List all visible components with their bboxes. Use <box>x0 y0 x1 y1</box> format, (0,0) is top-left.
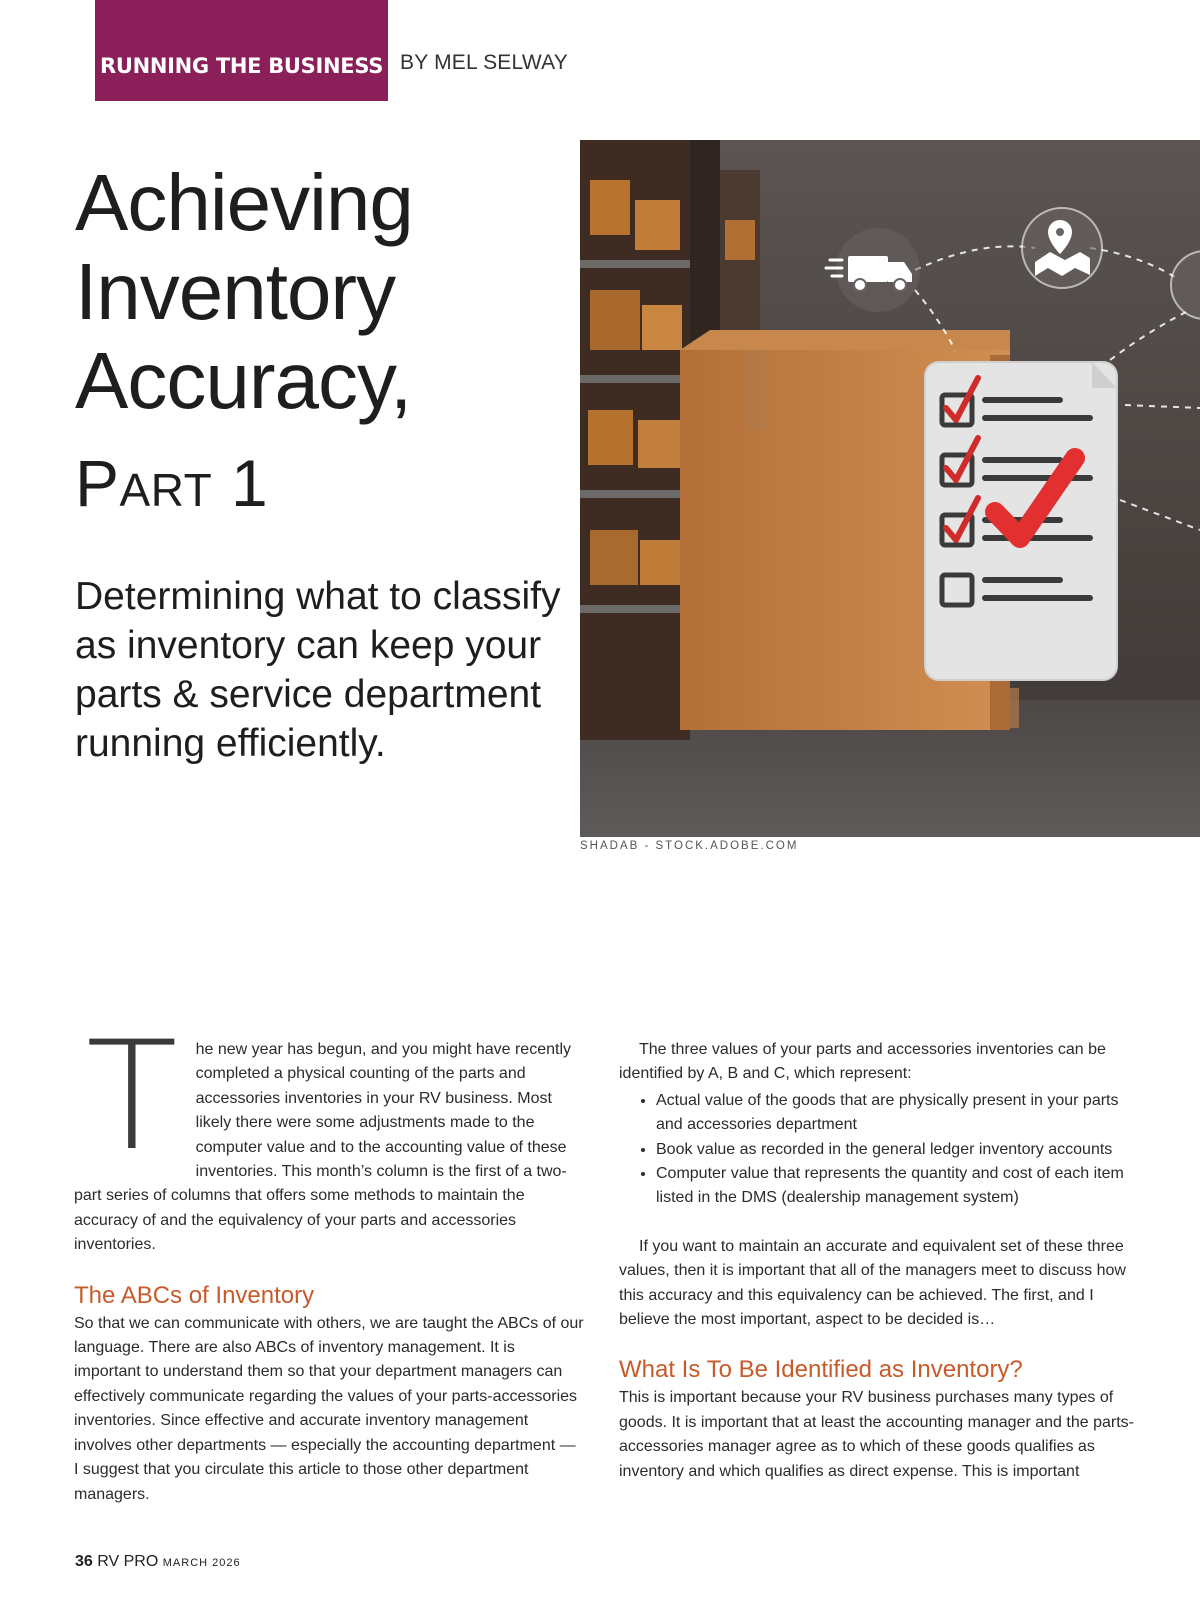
values-intro: The three values of your parts and accessories inventories can be identified by A, B and C, which represent: <box>619 1041 1106 1083</box>
list-item: • Book value as recorded in the general ledger inventory accounts <box>656 1138 1139 1162</box>
identified-paragraph: This is important because your RV business purchases many types of goods. It is important that at least the accounting manager and the parts-accessories manager agree as to which of these goods qualifies as inventory and which qualifies as direct expense. This is important <box>619 1389 1134 1480</box>
title-line: Inventory <box>75 247 396 336</box>
intro-paragraph <box>74 1010 584 1258</box>
byline: BY MEL SELWAY <box>400 51 568 74</box>
drop-cap: T <box>86 1010 178 1184</box>
list-item: • Computer value that represents the quantity and cost of each item listed in the DMS (dealership management system) <box>656 1162 1139 1211</box>
article-deck: Determining what to classify as inventory can keep your parts & service department running efficiently. <box>75 575 561 765</box>
hero-image <box>580 140 1200 837</box>
managers-paragraph: If you want to maintain an accurate and equivalent set of these three values, then it is important that all of the managers meet to discuss how this accuracy and this equivalency can be achieved. The first, and I believe the most important, aspect to be decided is… <box>619 1237 1126 1329</box>
abcs-paragraph: So that we can communicate with others, we are taught the ABCs of our language. There are also ABCs of inventory management. It is important to understand them so that your department managers can effectively communicate regarding the values of your parts-accessories inventories. Since effective and accurate inventory management involves other departments — especially the accounting department — I suggest that you circulate this article to those other department managers. <box>74 1314 584 1503</box>
article-column-right <box>619 1038 1139 1484</box>
values-list <box>619 1089 1139 1211</box>
heading-identified: What Is To Be Identified as Inventory? <box>619 1356 1023 1384</box>
publication-name: RV PRO <box>97 1553 159 1570</box>
title-line: Accuracy, <box>75 336 412 425</box>
article-title <box>75 158 413 425</box>
article-column-left <box>74 1010 584 1507</box>
intro-text: he new year has begun, and you might have recently completed a physical counting of the parts and accessories inventories in your RV business. Most likely there were some adjustments made to the computer value and to the accounting value of these inventories. This month’s column is the first of a two-part series of columns that offers some methods to maintain the accuracy of and the equivalency of your parts and accessories inventories. <box>74 1041 571 1254</box>
section-label: RUNNING THE BUSINESS <box>95 0 388 101</box>
list-item: • Actual value of the goods that are physically present in your parts and accessories department <box>656 1089 1139 1138</box>
map-pin-icon <box>1022 208 1102 288</box>
page-footer <box>75 1553 241 1571</box>
photo-credit: SHADAB - STOCK.ADOBE.COM <box>580 840 799 852</box>
page-number: 36 <box>75 1553 93 1570</box>
title-part: Part 1 <box>75 446 269 520</box>
title-line: Achieving <box>75 158 413 247</box>
issue-date: MARCH 2026 <box>162 1557 241 1569</box>
heading-abcs: The ABCs of Inventory <box>74 1281 315 1309</box>
